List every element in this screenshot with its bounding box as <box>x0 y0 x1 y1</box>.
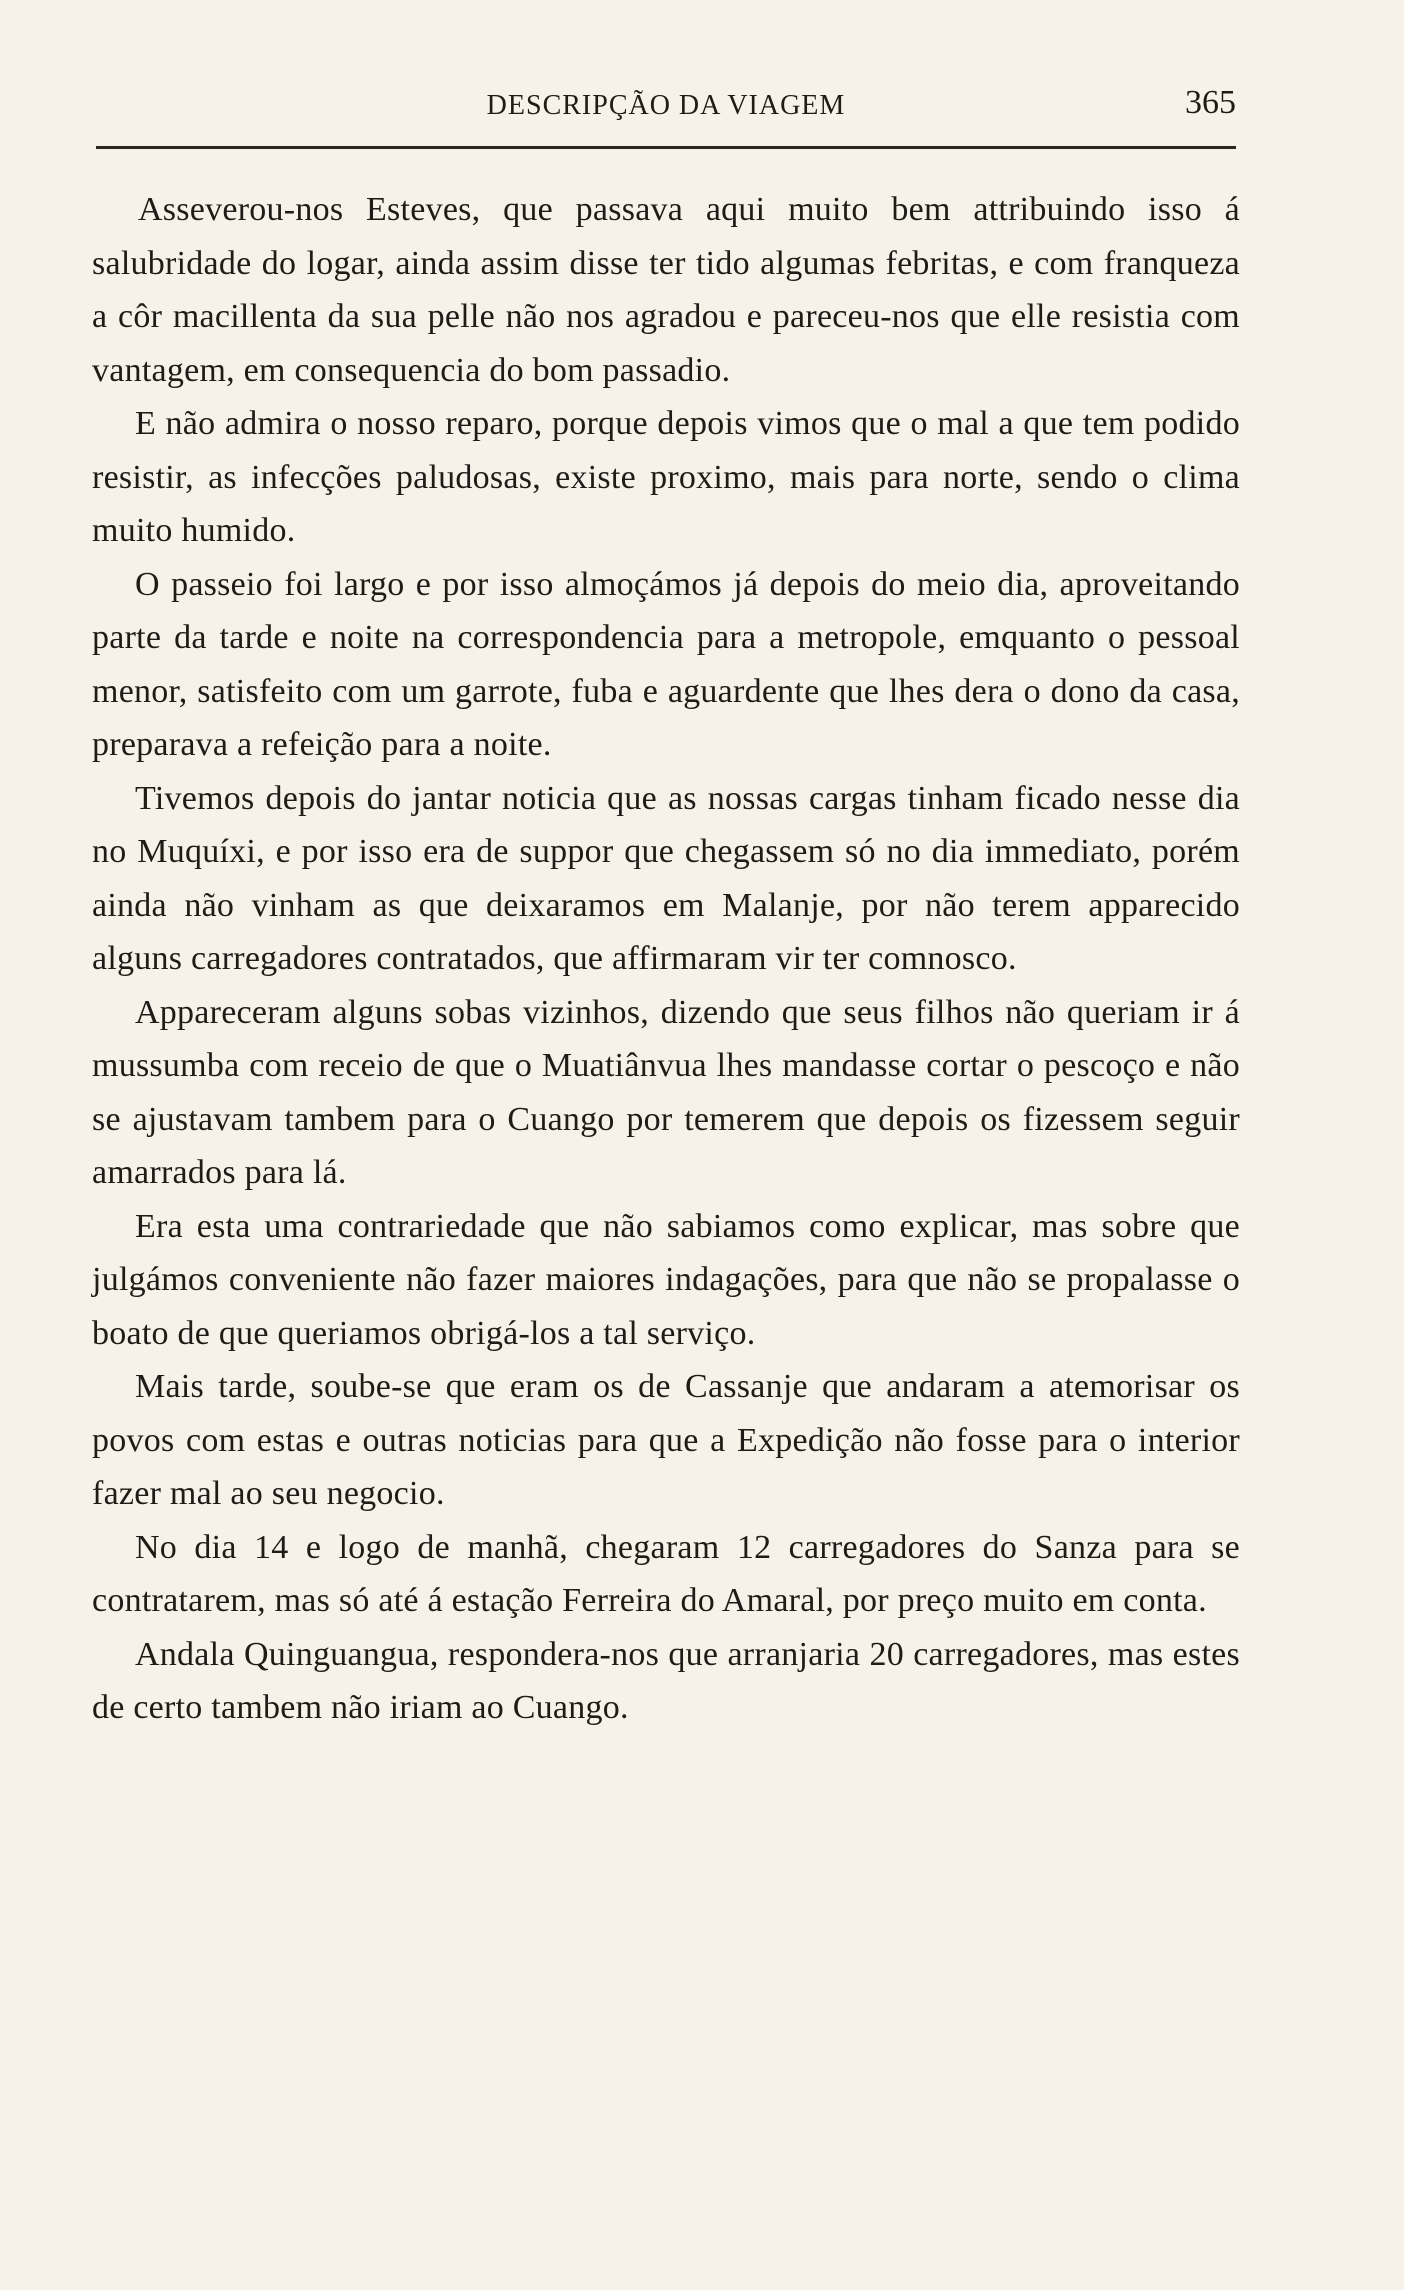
paragraph: Appareceram alguns sobas vizinhos, dizendo que seus filhos não queriam ir á mussumba com receio de que o Muatiânvua lhes mandasse cortar o pescoço e não se ajustavam tambem para o Cuango por temerem que depois os fizessem seguir amarrados para lá. <box>92 993 1240 1191</box>
paragraph: O passeio foi largo e por isso almoçámos já depois do meio dia, aproveitando parte da tarde e noite na correspondencia para a metropole, emquanto o pessoal menor, satisfeito com um garrote, fuba e aguardente que lhes dera o dono da casa, preparava a refeição para a noite. <box>92 565 1240 763</box>
running-header <box>96 84 1236 124</box>
page-number: 365 <box>1185 84 1236 121</box>
paragraph: Era esta uma contrariedade que não sabiamos como explicar, mas sobre que julgámos conveniente não fazer maiores indagações, para que não se propalasse o boato de que queriamos obrigá-los a tal serviço. <box>92 1207 1240 1352</box>
paragraph: No dia 14 e logo de manhã, chegaram 12 carregadores do Sanza para se contratarem, mas só até á estação Ferreira do Amaral, por preço muito em conta. <box>92 1528 1240 1619</box>
body-text <box>92 183 1240 1735</box>
paragraph: Mais tarde, soube-se que eram os de Cassanje que andaram a atemorisar os povos com estas e outras noticias para que a Expedição não fosse para o interior fazer mal ao seu negocio. <box>92 1368 1240 1512</box>
paragraph: Andala Quinguangua, respondera-nos que arranjaria 20 carregadores, mas estes de certo tambem não iriam ao Cuango. <box>92 1635 1240 1726</box>
paragraph: Tivemos depois do jantar noticia que as nossas cargas tinham ficado nesse dia no Muquíxi, e por isso era de suppor que chegassem só no dia immediato, porém ainda não vinham as que deixaramos em Malanje, por não terem apparecido alguns carregadores contratados, que affirmaram vir ter comnosco. <box>92 779 1240 977</box>
header-rule <box>96 146 1236 149</box>
running-title: DESCRIPÇÃO DA VIAGEM <box>486 90 846 121</box>
paragraph: E não admira o nosso reparo, porque depois vimos que o mal a que tem podido resistir, as infecções paludosas, existe proximo, mais para norte, sendo o clima muito humido. <box>92 405 1240 549</box>
paragraph: Asseverou-nos Esteves, que passava aqui muito bem attribuindo isso á salubridade do logar, ainda assim disse ter tido algumas febritas, e com franqueza a côr macillenta da sua pelle não nos agradou e pareceu-nos que elle resistia com vantagem, em consequencia do bom passadio. <box>92 191 1240 389</box>
